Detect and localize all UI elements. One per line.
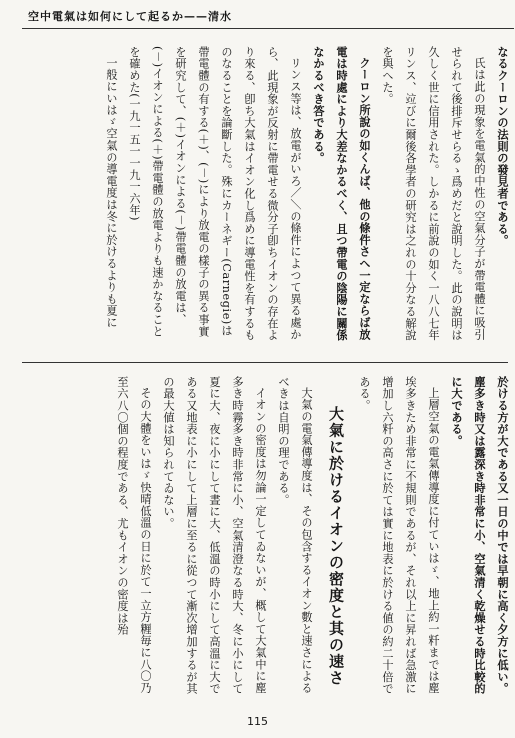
paragraph: 大氣の電氣傳導度は、その包含するイオン數と速さによるべきは自明の理である。 <box>277 376 313 694</box>
paragraph: 氏は此の現象を電氣的中性の空氣分子が帶電體に吸引せられて後排斥せらるゝ爲めだと說明した。此の說明は久しく世に信用された。しかるに前說の如く一八八七年リンス、竝びに爾後各學者の研究は之れの十分なる解說を與へた。 <box>381 46 486 341</box>
paragraph: その大體をいはゞ快晴低溫の日に於て一立方糎毎に八〇乃至六八〇個の程度である、尤もイオンの密度は殆 <box>116 376 152 694</box>
paragraph: 一般にいはゞ空氣の導電度は冬に於けるよりも夏に <box>105 57 118 329</box>
lower-text-block <box>14 376 514 696</box>
paragraph: 於ける方が大である又一日の中では早朝に高く夕方に低い。塵多き時又は露深き時非常に小、空氣清く乾燥せる時比較的に大である。 <box>450 376 510 695</box>
paragraph: 上層空氣の電氣傳導度に付ていはゞ、地上約一粁までは塵埃多きため非常に不規則であるが、それ以上に昇れば急激に增加し六粁の高さに於ては實に地表に於ける値の約二十倍である。 <box>358 376 440 695</box>
paragraph: リンス等は、放電がいろ／＼の條件によつて異る處から、此現象が反射に帶電せる微分子卽ちイオンの存在より來る、卽ち大氣はイオン化し爲めに導電性を有するものなることを論斷した。殊にカーネギー(Carnegie)は帶電體の有する(＋)、(－)により放電の樣子の異る事實を研究して、(＋)イオンによる(－)帶電體の放電は、(－)イオンによる(＋)帶電體の放電よりも速かなることを確めた(一九一五一一九一六年) <box>128 46 302 341</box>
section-rule <box>22 362 508 363</box>
paragraph: クーロン所說の如くんば、他の條件さへ一定ならば放電は時處により大差なかるべく、且つ帶電の陰陽に關係なかるべき答である。 <box>312 46 372 341</box>
upper-text-block <box>14 46 514 341</box>
paragraph: イオンの密度は勿論一定してゐないが、概して大氣中に塵多き時霧多き時非常に小、空氣清澄なる時大、冬に小にして夏に大、夜に小にして晝に大、低溫の時小にして高溫に大である又地表に小にして上層に至るに從つて漸次增加するが其の最大値は知られてゐない。 <box>162 376 267 695</box>
running-head: 空中電氣は如何にして起るか——清水 <box>28 10 232 23</box>
paragraph: なるクーロンの法則の發見者である。 <box>496 46 510 247</box>
header-rule <box>22 28 514 29</box>
page-number: 115 <box>247 715 268 728</box>
section-heading: 大氣に於けるイオンの密度と其の速さ <box>327 406 345 687</box>
